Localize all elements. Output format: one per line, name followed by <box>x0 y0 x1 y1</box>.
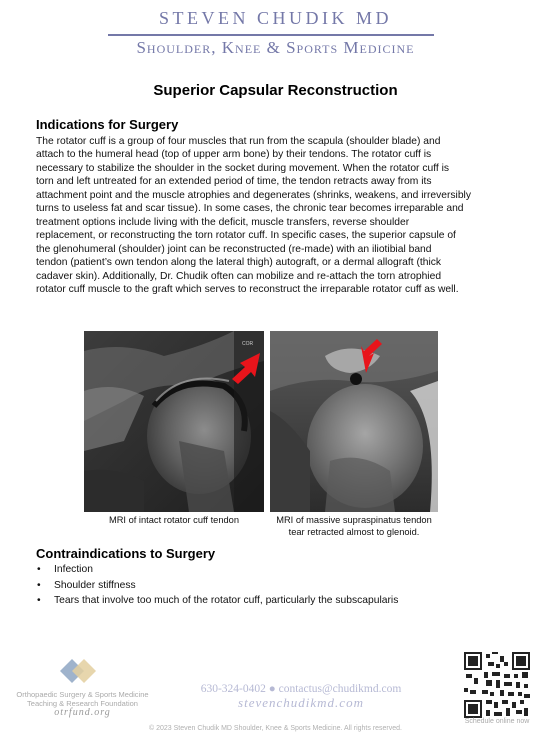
indications-line: rotator cuff muscle to the graft which serves to reconstruct the irreparable rotator cuff as well. <box>36 283 459 295</box>
foundation-url[interactable]: otrfund.org <box>54 707 111 718</box>
list-item: • Tears that involve too much of the rotator cuff, particularly the subscapularis <box>36 593 398 609</box>
indications-line: cadaver skin). Additionally, Dr. Chudik often can mobilize and re-attach the torn atrophied <box>36 270 442 282</box>
indications-line: treatment options include living with the deficit, muscle transfers, reverse shoulder <box>36 216 410 228</box>
copyright-notice: © 2023 Steven Chudik MD Shoulder, Knee & Sports Medicine. All rights reserved. <box>148 725 402 732</box>
qr-caption: Schedule online now <box>464 718 530 725</box>
indications-line: attachment point and the muscle atrophies and degenerates (shrinks, weakens, and irreversibly <box>36 189 471 201</box>
phone-number[interactable]: 630-324-0402 <box>200 683 266 695</box>
contact-info <box>186 683 416 711</box>
left-figure-caption: MRI of intact rotator cuff tendon <box>108 515 240 525</box>
website-link[interactable]: stevenchudikmd.com <box>238 695 364 710</box>
foundation-line: Teaching & Research Foundation <box>27 699 138 708</box>
foundation-logo <box>58 656 98 691</box>
indications-line: torn and left untreated for an extended period of time, the tendon retracts away from its <box>36 176 432 188</box>
right-caption-line: MRI of massive supraspinatus tendon <box>276 515 432 525</box>
indications-line: turns to useless fat and scar tissue). In some cases, the chronic tear becomes irreparable and <box>36 203 464 215</box>
mri-massive-tear-image <box>270 331 438 512</box>
indications-line: the glenohumeral (shoulder) joint can be reconstructed (re-made) with an iliotibial band <box>36 243 432 255</box>
indications-line: attach to the humeral head (top of upper arm bone) by their tendons. The rotator cuff is <box>36 149 432 161</box>
indications-line: tendon (patient’s own tendon along the lateral thigh) autograft, or a dermal allograft (thick <box>36 257 442 269</box>
header-divider <box>108 34 434 36</box>
right-caption-line: tear retracted almost to glenoid. <box>288 527 420 537</box>
list-item: • Shoulder stiffness <box>36 578 398 594</box>
mri-intact-rotator-cuff-image <box>84 331 264 512</box>
practice-subtitle: Shoulder, Knee & Sports Medicine <box>136 38 415 57</box>
indications-line: necessary to stabilize the shoulder in the socket during movement. When the rotator cuff is <box>36 162 450 174</box>
qr-code[interactable] <box>464 652 530 723</box>
indications-line: replacement, or reconstructing the torn rotator cuff. In specific cases, the superior capsule of <box>36 230 456 242</box>
contraindications-heading: Contraindications to Surgery <box>36 546 216 561</box>
indications-line: The rotator cuff is a group of four muscles that run from the scapula (shoulder blade) and <box>36 136 441 147</box>
indications-heading: Indications for Surgery <box>36 117 179 132</box>
email-link[interactable]: contactus@chudikmd.com <box>278 683 402 695</box>
right-figure-caption <box>268 514 440 538</box>
indications-paragraph <box>36 135 514 296</box>
list-item: • Infection <box>36 562 398 578</box>
bullet-separator: ● <box>268 683 279 695</box>
foundation-name <box>0 690 165 717</box>
foundation-line: Orthopaedic Surgery & Sports Medicine <box>16 690 149 699</box>
page-title: Superior Capsular Reconstruction <box>153 82 398 99</box>
contraindications-list <box>36 562 398 609</box>
mri-scale-marker: COR <box>242 341 254 347</box>
doctor-name-header: STEVEN CHUDIK MD <box>159 8 392 28</box>
